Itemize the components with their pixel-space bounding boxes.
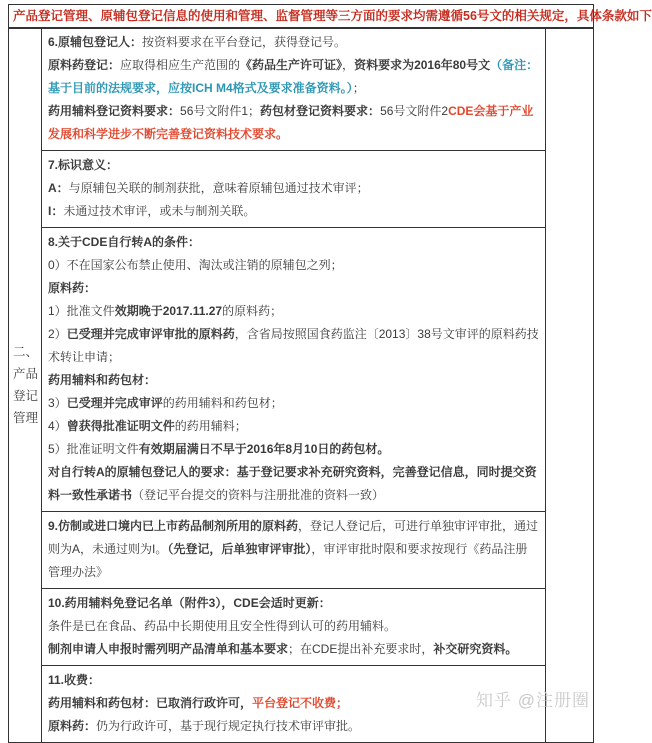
paragraph xyxy=(48,100,539,146)
paragraph xyxy=(48,200,539,223)
paragraph xyxy=(48,369,539,392)
paragraph xyxy=(48,300,539,323)
text-segment: 有效期届满日不早于2016年8月10日的药包材。 xyxy=(138,442,390,456)
text-segment: 0）不在国家公布禁止使用、淘汰或注销的原辅包之列； xyxy=(48,258,343,272)
text-segment: 《药品生产许可证》 xyxy=(240,58,343,72)
paragraph xyxy=(48,177,539,200)
group-label-line xyxy=(9,341,41,363)
table-content-column xyxy=(42,28,545,742)
paragraph xyxy=(48,669,539,692)
paragraph xyxy=(48,31,539,54)
paragraph xyxy=(48,715,539,738)
table-row xyxy=(42,28,545,151)
text-segment: 药包材登记资料要求： xyxy=(260,104,381,118)
table-row xyxy=(42,666,545,742)
text-segment: ；在CDE提出补充要求时， xyxy=(288,642,434,656)
text-segment: ，登记人登记后，可进行单独审评审批，通过则为A，未通过则为I。 xyxy=(48,519,539,556)
text-segment: 补交研究资料。 xyxy=(433,642,518,656)
group-label-char: 记 xyxy=(25,389,39,403)
paragraph xyxy=(48,231,539,254)
text-segment: 56号文附件2 xyxy=(380,104,449,118)
paragraph xyxy=(48,323,539,369)
text-segment: 10.药用辅料免登记名单（附件3），CDE会适时更新： xyxy=(48,596,331,610)
table-row xyxy=(42,512,545,589)
paragraph xyxy=(48,638,539,661)
text-segment: 的药用辅料； xyxy=(174,419,247,433)
paragraph xyxy=(48,515,539,584)
text-segment: ； xyxy=(352,81,365,95)
text-segment: 资料要求为2016年80号文 xyxy=(354,58,491,72)
text-segment: 4） xyxy=(48,419,67,433)
watermark: 知乎 @注册圈 xyxy=(476,691,590,710)
text-segment: 2） xyxy=(48,327,67,341)
text-segment: 曾获得批准证明文件 xyxy=(66,419,175,433)
group-label-char: 管 xyxy=(13,411,26,425)
regulation-table xyxy=(8,27,594,743)
text-segment: 与原辅包关联的制剂获批，意味着原辅包通过技术审评； xyxy=(68,181,369,195)
text-segment: 3） xyxy=(48,396,67,410)
paragraph xyxy=(48,592,539,615)
text-segment: 未通过技术审评，或未与制剂关联。 xyxy=(63,204,256,218)
paragraph xyxy=(48,392,539,415)
paragraph xyxy=(48,54,539,100)
text-segment: 条件是已在食品、药品中长期使用且安全性得到认可的药用辅料。 xyxy=(48,619,397,633)
text-segment: 1）批准文件 xyxy=(48,304,115,318)
text-segment: 的原料药； xyxy=(222,304,283,318)
group-label-char: 理 xyxy=(25,411,39,425)
paragraph xyxy=(48,615,539,638)
text-segment: ，审评审批时限和要求按现行《药品注册管理办法》 xyxy=(48,542,528,579)
row-group-label xyxy=(9,28,42,742)
paragraph xyxy=(48,254,539,277)
paragraph xyxy=(48,415,539,438)
text-segment: ， xyxy=(342,58,355,72)
text-segment: 制剂申请人申报时需列明产品清单和基本要求 xyxy=(48,642,289,656)
text-segment: 已受理并完成审评 xyxy=(66,396,163,410)
text-segment: 8.关于CDE自行转A的条件： xyxy=(48,235,201,249)
text-segment: CDE会基于产业发展和科学进步不断完善登记资料技术要求。 xyxy=(48,104,534,141)
text-segment: 原料药登记： xyxy=(48,58,121,72)
text-segment: 应取得相应生产范围的 xyxy=(120,58,241,72)
text-segment: ，含省局按照国食药监注〔2013〕38号文审评的原料药技术转让申请； xyxy=(48,327,539,364)
text-segment: 对自行转A的原辅包登记人的要求：基于登记要求补充研究资料，完善登记信息，同时提交资料一致性承诺书 xyxy=(48,465,537,502)
text-segment: 的药用辅料和药包材； xyxy=(162,396,283,410)
group-label-line xyxy=(9,385,41,407)
text-segment: （登记平台提交的资料与注册批准的资料一致） xyxy=(132,488,385,502)
paragraph xyxy=(48,692,539,715)
text-segment: 6.原辅包登记人： xyxy=(48,35,143,49)
paragraph xyxy=(48,154,539,177)
text-segment: 平台登记不收费； xyxy=(252,696,349,710)
text-segment: 效期晚于2017.11.27 xyxy=(114,304,223,318)
table-empty-column xyxy=(545,28,593,742)
text-segment: 药用辅料登记资料要求： xyxy=(48,104,181,118)
text-segment: 仍为行政许可，基于现行规定执行技术审评审批。 xyxy=(96,719,361,733)
text-segment: （备注：基于目前的法规要求，应按ICH M4格式及要求准备资料。） xyxy=(48,58,539,95)
text-segment: 7.标识意义： xyxy=(48,158,119,172)
group-label-char: 二 xyxy=(13,345,26,359)
group-label-char: 、 xyxy=(25,345,39,359)
text-segment: I： xyxy=(48,204,64,218)
group-label-line xyxy=(9,407,41,429)
text-segment: 11.收费： xyxy=(48,673,101,687)
document-title: 产品登记管理、原辅包登记信息的使用和管理、监督管理等三方面的要求均需遵循56号文的相关规定，具体条款如下 xyxy=(8,4,594,29)
text-segment: 原料药： xyxy=(48,719,97,733)
table-row xyxy=(42,589,545,666)
text-segment: 9.仿制或进口境内已上市药品制剂所用的原料药 xyxy=(48,519,299,533)
table-row xyxy=(42,228,545,512)
text-segment: 药用辅料和药包材：已取消行政许可， xyxy=(48,696,253,710)
paragraph xyxy=(48,438,539,461)
text-segment: 药用辅料和药包材： xyxy=(48,373,157,387)
paragraph xyxy=(48,461,539,507)
text-segment: 原料药： xyxy=(48,281,97,295)
group-label-char: 登 xyxy=(13,389,26,403)
text-segment: 按资料要求在平台登记，获得登记号。 xyxy=(142,35,347,49)
text-segment: 已受理并完成审评审批的原料药 xyxy=(66,327,235,341)
table-row xyxy=(42,151,545,228)
text-segment: 56号文附件1； xyxy=(180,104,261,118)
text-segment: （先登记，后单独审评审批） xyxy=(167,542,312,556)
group-label-line xyxy=(9,363,41,385)
paragraph xyxy=(48,277,539,300)
group-label-char: 品 xyxy=(25,367,39,381)
group-label-char: 产 xyxy=(13,367,26,381)
text-segment: A： xyxy=(48,181,69,195)
text-segment: 5）批准证明文件 xyxy=(48,442,139,456)
